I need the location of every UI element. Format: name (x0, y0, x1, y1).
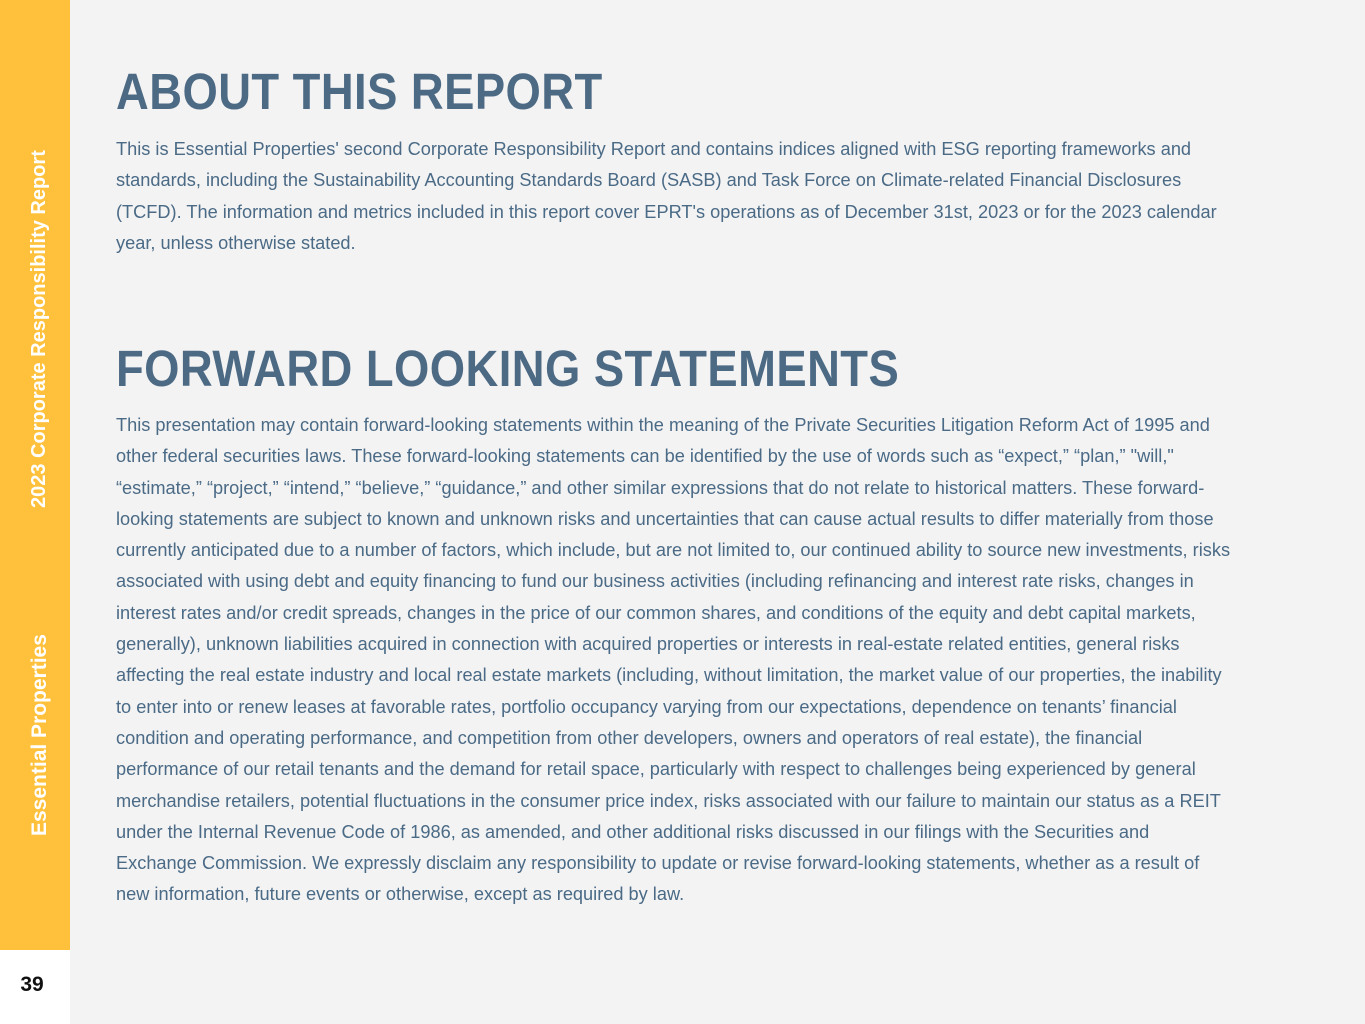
forward-looking-heading: FORWARD LOOKING STATEMENTS (116, 340, 900, 397)
about-report-heading: ABOUT THIS REPORT (116, 63, 603, 120)
sidebar-report-label: 2023 Corporate Responsibility Report (28, 150, 50, 508)
page-number: 39 (20, 973, 44, 996)
sidebar-company-label: Essential Properties (28, 634, 51, 836)
forward-looking-paragraph: This presentation may contain forward-looking statements within the meaning of the Private Securities Litigation Reform Act of 1995 and other federal securities laws. These forward-looking statements can be identified by the use of words such as “expect,” “plan,” "will," “estimate,” “project,” “intend,” “believe,” “guidance,” and other similar expressions that do not relate to historical matters. These forward-looking statements are subject to known and unknown risks and uncertainties that can cause actual results to differ materially from those currently anticipated due to a number of factors, which include, but are not limited to, our continued ability to source new investments, risks associated with using debt and equity financing to fund our business activities (including refinancing and interest rate risks, changes in interest rates and/or credit spreads, changes in the price of our common shares, and conditions of the equity and debt capital markets, generally), unknown liabilities acquired in connection with acquired properties or interests in real-estate related entities, general risks affecting the real estate industry and local real estate markets (including, without limitation, the market value of our properties, the inability to enter into or renew leases at favorable rates, portfolio occupancy varying from our expectations, dependence on tenants’ financial condition and operating performance, and competition from other developers, owners and operators of real estate), the financial performance of our retail tenants and the demand for retail space, particularly with respect to challenges being experienced by general merchandise retailers, potential fluctuations in the consumer price index, risks associated with our failure to maintain our status as a REIT under the Internal Revenue Code of 1986, as amended, and other additional risks discussed in our filings with the Securities and Exchange Commission. We expressly disclaim any responsibility to update or revise forward-looking statements, whether as a result of new information, future events or otherwise, except as required by law. (116, 415, 1231, 905)
about-report-paragraph: This is Essential Properties' second Corporate Responsibility Report and contains indices aligned with ESG reporting frameworks and standards, including the Sustainability Accounting Standards Board (SASB) and Task Force on Climate-related Financial Disclosures (TCFD). The information and metrics included in this report cover EPRT's operations as of December 31st, 2023 or for the 2023 calendar year, unless otherwise stated. (116, 139, 1217, 253)
